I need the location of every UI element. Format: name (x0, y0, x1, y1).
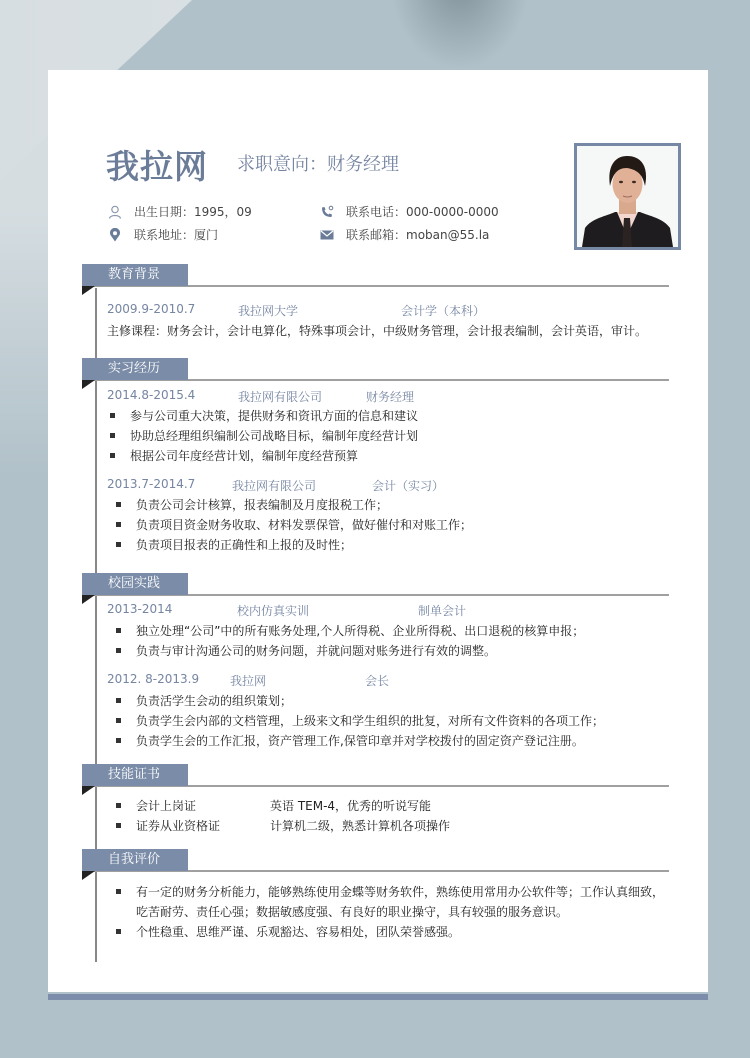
job-date: 2013.7-2014.7 (107, 477, 196, 491)
portrait-image (577, 146, 678, 247)
bullet-icon (116, 718, 121, 723)
edu-school: 我拉网大学 (238, 304, 299, 318)
list-item: 负责与审计沟通公司的财务问题，并就问题对账务进行有效的调整。 (136, 644, 497, 658)
section-header-education: 教育背景 (82, 264, 188, 286)
job-role: 会计（实习） (372, 479, 445, 493)
phone-icon (320, 205, 334, 219)
bullet-icon (116, 648, 121, 653)
job-intent: 求职意向：财务经理 (237, 154, 399, 175)
edu-major: 会计学（本科） (401, 304, 486, 318)
list-item: 负责公司会计核算，报表编制及月度报税工作； (136, 498, 389, 512)
skill-desc: 计算机二级，熟悉计算机各项操作 (270, 819, 451, 833)
candidate-name: 我拉网 (106, 147, 208, 186)
bullet-icon (110, 433, 115, 438)
list-item: 参与公司重大决策，提供财务和资讯方面的信息和建议 (130, 409, 419, 423)
bullet-icon (116, 929, 121, 934)
bullet-icon (116, 628, 121, 633)
job-company: 我拉网有限公司 (232, 479, 317, 493)
bullet-icon (116, 803, 121, 808)
section-header-campus: 校园实践 (82, 573, 188, 595)
phone-text: 联系电话：000-0000-0000 (346, 205, 499, 219)
activity-date: 2012. 8-2013.9 (107, 672, 200, 686)
bullet-icon (116, 698, 121, 703)
section-header-skills: 技能证书 (82, 764, 188, 786)
bullet-icon (116, 522, 121, 527)
job-company: 我拉网有限公司 (238, 390, 323, 404)
activity-org: 校内仿真实训 (237, 604, 310, 618)
self-eval-line: 吃苦耐劳、责任心强；数据敏感度强、有良好的职业操守，具有较强的服务意识。 (136, 905, 569, 919)
section-flag-icon (82, 595, 95, 604)
activity-role: 会长 (365, 674, 390, 688)
activity-date: 2013-2014 (107, 602, 173, 616)
paper-bottom-bar (48, 994, 708, 1000)
list-item: 负责项目报表的正确性和上报的及时性； (136, 538, 353, 552)
section-flag-icon (82, 286, 95, 295)
envelope-icon (320, 228, 334, 242)
self-eval-line: 个性稳重、思维严谨、乐观豁达、容易相处，团队荣誉感强。 (136, 925, 461, 939)
bullet-icon (116, 502, 121, 507)
list-item: 独立处理“公司”中的所有账务处理,个人所得税、企业所得税、出口退税的核算申报； (136, 624, 585, 638)
list-item: 负责活学生会动的组织策划； (136, 694, 293, 708)
profile-photo (574, 143, 681, 250)
section-header-self-eval: 自我评价 (82, 849, 188, 871)
birth-info (108, 203, 252, 220)
background-shadow (390, 0, 530, 70)
section-header-internship: 实习经历 (82, 358, 188, 380)
list-item: 根据公司年度经营计划，编制年度经营预算 (130, 449, 359, 463)
email-info (320, 226, 489, 243)
email-text: 联系邮箱：moban@55.la (346, 228, 490, 242)
skill-cert: 会计上岗证 (136, 799, 197, 813)
edu-date: 2009.9-2010.7 (107, 302, 196, 316)
bullet-icon (116, 823, 121, 828)
bullet-icon (116, 542, 121, 547)
list-item: 负责学生会内部的文档管理，上级来文和学生组织的批复，对所有文件资料的各项工作； (136, 714, 605, 728)
person-icon (108, 205, 122, 219)
skill-cert: 证券从业资格证 (136, 819, 221, 833)
self-eval-line: 有一定的财务分析能力，能够熟练使用金蝶等财务软件，熟练使用常用办公软件等；工作认真细致， (136, 885, 665, 899)
list-item: 负责项目资金财务收取、材料发票保管，做好催付和对账工作； (136, 518, 473, 532)
phone-info (320, 203, 499, 220)
list-item: 负责学生会的工作汇报，资产管理工作,保管印章并对学校拨付的固定资产登记注册。 (136, 734, 584, 748)
address-text: 联系地址：厦门 (134, 228, 219, 242)
list-item: 协助总经理组织编制公司战略目标，编制年度经营计划 (130, 429, 419, 443)
edu-courses: 主修课程：财务会计，会计电算化，特殊事项会计，中级财务管理，会计报表编制，会计英语，审计。 (107, 324, 648, 338)
bullet-icon (110, 413, 115, 418)
section-flag-icon (82, 871, 95, 880)
activity-role: 制单会计 (418, 604, 467, 618)
location-pin-icon (108, 228, 122, 242)
address-info (108, 226, 218, 243)
birth-text: 出生日期：1995，09 (134, 205, 252, 219)
job-role: 财务经理 (366, 390, 415, 404)
bullet-icon (110, 453, 115, 458)
bullet-icon (116, 889, 121, 894)
section-flag-icon (82, 786, 95, 795)
skill-desc: 英语 TEM-4，优秀的听说写能 (270, 799, 432, 813)
section-flag-icon (82, 380, 95, 389)
activity-org: 我拉网 (230, 674, 267, 688)
bullet-icon (116, 738, 121, 743)
job-date: 2014.8-2015.4 (107, 388, 196, 402)
